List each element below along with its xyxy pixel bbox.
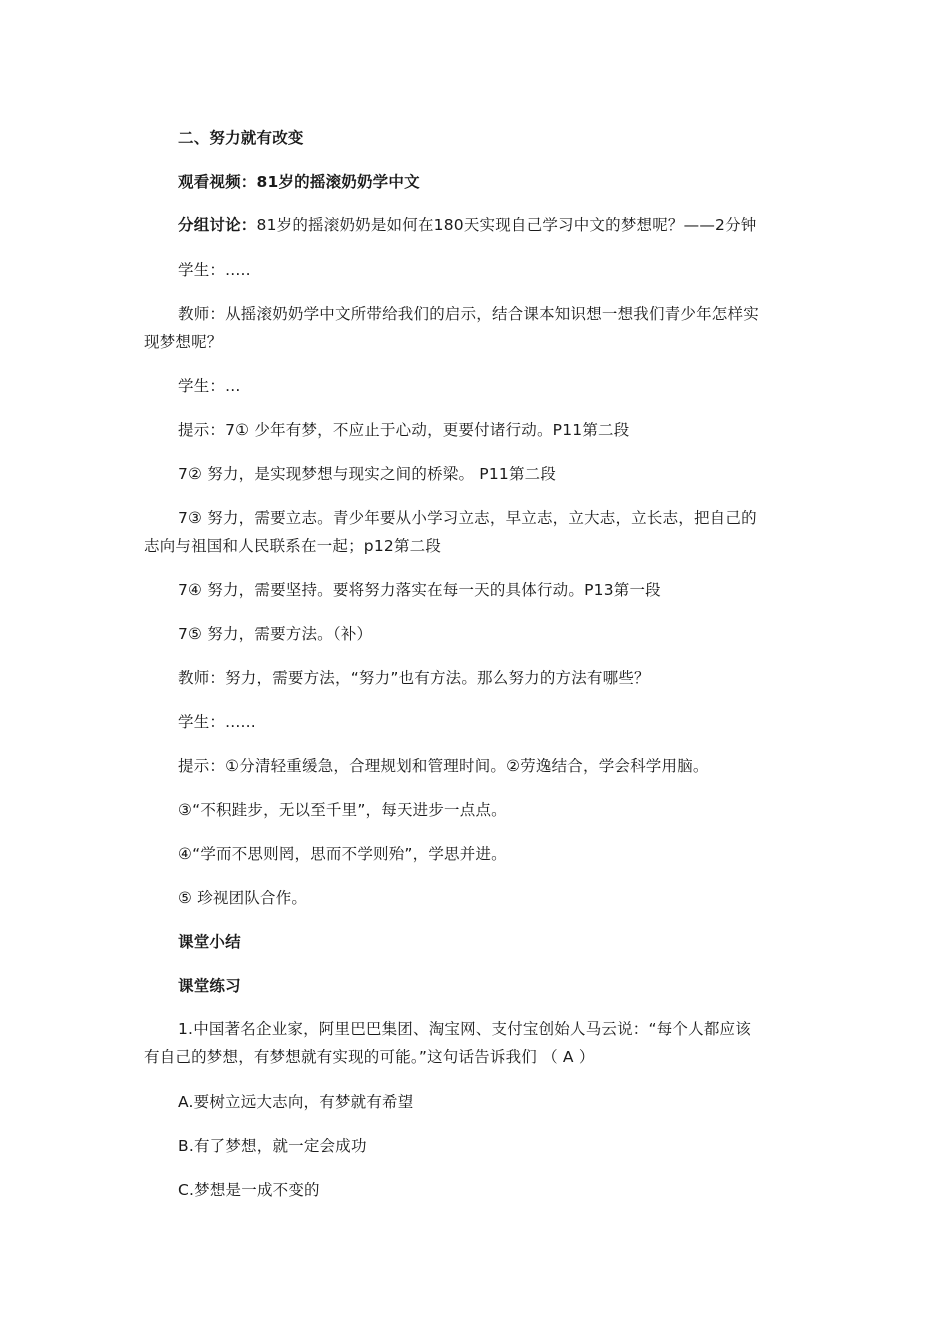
method-line-3: ③“不积跬步，无以至千里”，每天进步一点点。 xyxy=(178,801,507,819)
option-c: C.梦想是一成不变的 xyxy=(178,1181,320,1199)
student-line-3: 学生：...... xyxy=(178,713,256,731)
discussion-line xyxy=(178,215,757,235)
hint-line-4: 7④ 努力，需要坚持。要将努力落实在每一天的具体行动。P13第一段 xyxy=(178,581,661,599)
student-line-2: 学生：... xyxy=(178,377,241,395)
section-heading: 二、努力就有改变 xyxy=(178,129,304,147)
teacher-line-1b: 现梦想呢？ xyxy=(144,333,223,351)
teacher-line-2: 教师：努力，需要方法，“努力”也有方法。那么努力的方法有哪些？ xyxy=(178,669,650,687)
option-a: A.要树立远大志向，有梦就有希望 xyxy=(178,1093,414,1111)
discuss-label: 分组讨论： xyxy=(178,216,257,234)
discuss-text: 81岁的摇滚奶奶是如何在180天实现自己学习中文的梦想呢？——2分钟 xyxy=(256,216,757,234)
question-1-line-b: 有自己的梦想，有梦想就有实现的可能。”这句话告诉我们 （ A ） xyxy=(144,1048,595,1066)
method-line-4: ④“学而不思则罔，思而不学则殆”，学思并进。 xyxy=(178,845,507,863)
hint-line-5: 7⑤ 努力，需要方法。（补） xyxy=(178,625,373,643)
practice-heading: 课堂练习 xyxy=(178,977,241,995)
question-1-line-a: 1.中国著名企业家，阿里巴巴集团、淘宝网、支付宝创始人马云说：“每个人都应该 xyxy=(178,1020,751,1038)
watch-video-line xyxy=(178,172,420,192)
hint-line-3a: 7③ 努力，需要立志。青少年要从小学习立志，早立志，立大志，立长志，把自己的 xyxy=(178,509,757,527)
option-b: B.有了梦想，就一定会成功 xyxy=(178,1137,367,1155)
hint-line-2: 7② 努力，是实现梦想与现实之间的桥梁。 P11第二段 xyxy=(178,465,557,483)
teacher-line-1a: 教师：从摇滚奶奶学中文所带给我们的启示，结合课本知识想一想我们青少年怎样实 xyxy=(178,305,759,323)
method-line-1: 提示：①分清轻重缓急，合理规划和管理时间。②劳逸结合，学会科学用脑。 xyxy=(178,757,709,775)
hint-line-3b: 志向与祖国和人民联系在一起；p12第二段 xyxy=(144,537,442,555)
method-line-5: ⑤ 珍视团队合作。 xyxy=(178,889,308,907)
summary-heading: 课堂小结 xyxy=(178,933,241,951)
watch-title: 81岁的摇滚奶奶学中文 xyxy=(256,173,420,191)
watch-label: 观看视频： xyxy=(178,173,257,191)
hint-line-1: 提示：7① 少年有梦，不应止于心动，更要付诸行动。P11第二段 xyxy=(178,421,630,439)
student-line-1: 学生：..... xyxy=(178,261,251,279)
